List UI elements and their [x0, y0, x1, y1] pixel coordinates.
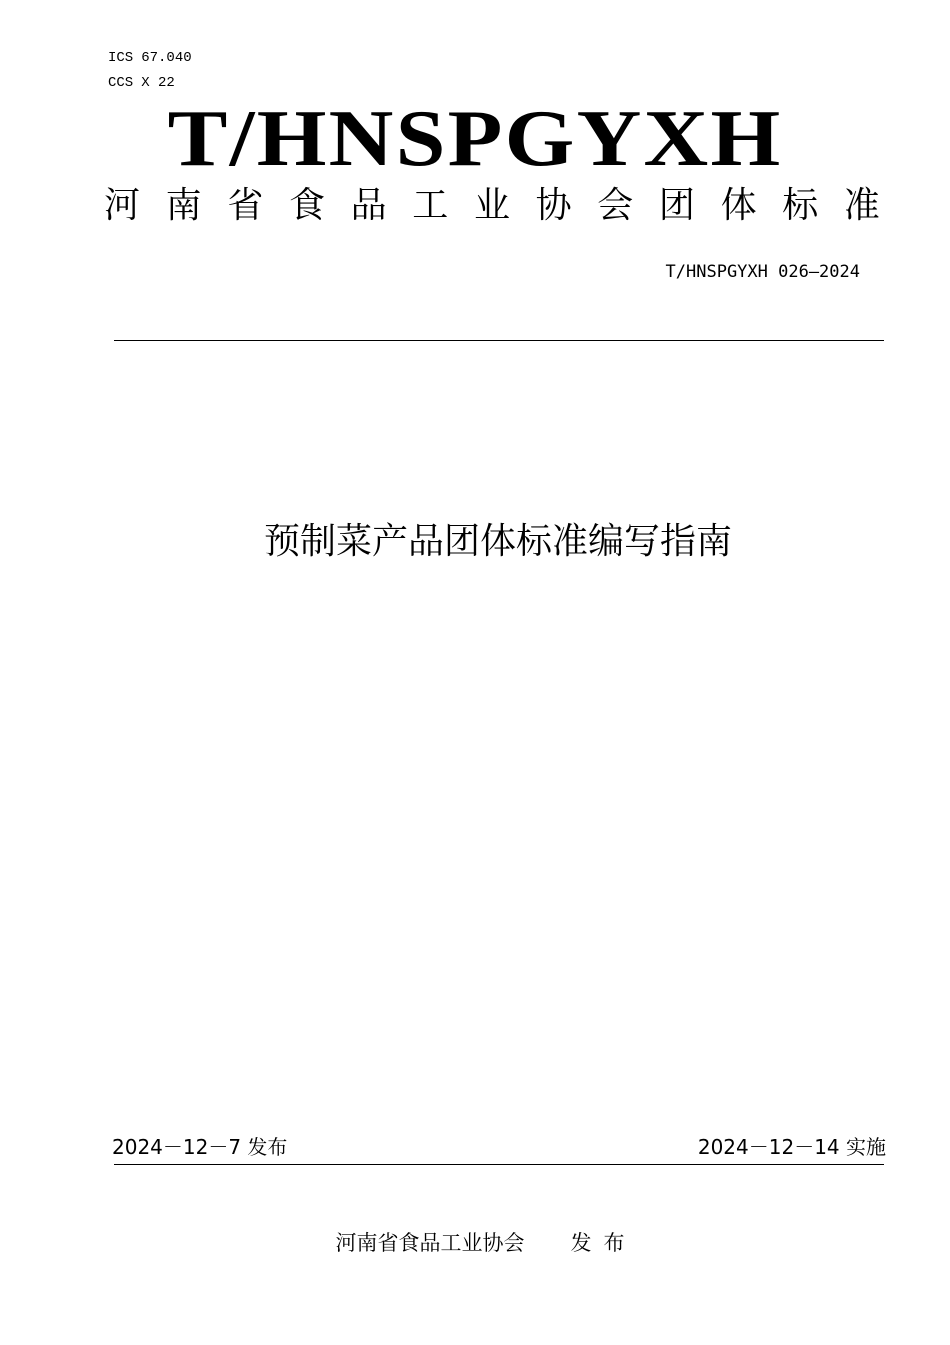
banner-char: 协	[535, 185, 572, 226]
banner-char: 食	[288, 185, 325, 226]
banner-char: 标	[782, 185, 819, 226]
banner-char: 省	[227, 185, 264, 226]
banner-char: 业	[473, 185, 510, 226]
standard-number: T/HNSPGYXH 026—2024	[665, 262, 860, 282]
publisher-verb: 发布	[570, 1231, 637, 1255]
standard-logo: T/HNSPGYXH	[167, 95, 783, 183]
classification-codes	[108, 46, 200, 96]
association-banner	[104, 184, 880, 228]
top-divider	[114, 340, 884, 341]
banner-char: 工	[412, 185, 449, 226]
bottom-divider	[114, 1164, 884, 1165]
document-title: 预制菜产品团体标准编写指南	[263, 521, 732, 562]
banner-char: 团	[658, 185, 695, 226]
ccs-code-row	[108, 71, 200, 96]
banner-char: 准	[843, 185, 880, 226]
banner-char: 体	[720, 185, 757, 226]
issue-date: 2024－12－7 发布	[112, 1135, 288, 1159]
publisher-name: 河南省食品工业协会	[335, 1231, 525, 1255]
ccs-label: CCS	[108, 75, 134, 91]
banner-char: 会	[597, 185, 634, 226]
implementation-date: 2024－12－14 实施	[697, 1135, 886, 1159]
banner-char: 南	[165, 185, 202, 226]
publisher-line	[0, 1228, 950, 1258]
banner-char: 河	[104, 185, 141, 226]
ics-code-row	[108, 46, 200, 71]
ics-label: ICS	[108, 50, 134, 66]
ics-value: 67.040	[141, 50, 192, 66]
banner-char: 品	[350, 185, 387, 226]
ccs-value: X 22	[141, 75, 175, 91]
